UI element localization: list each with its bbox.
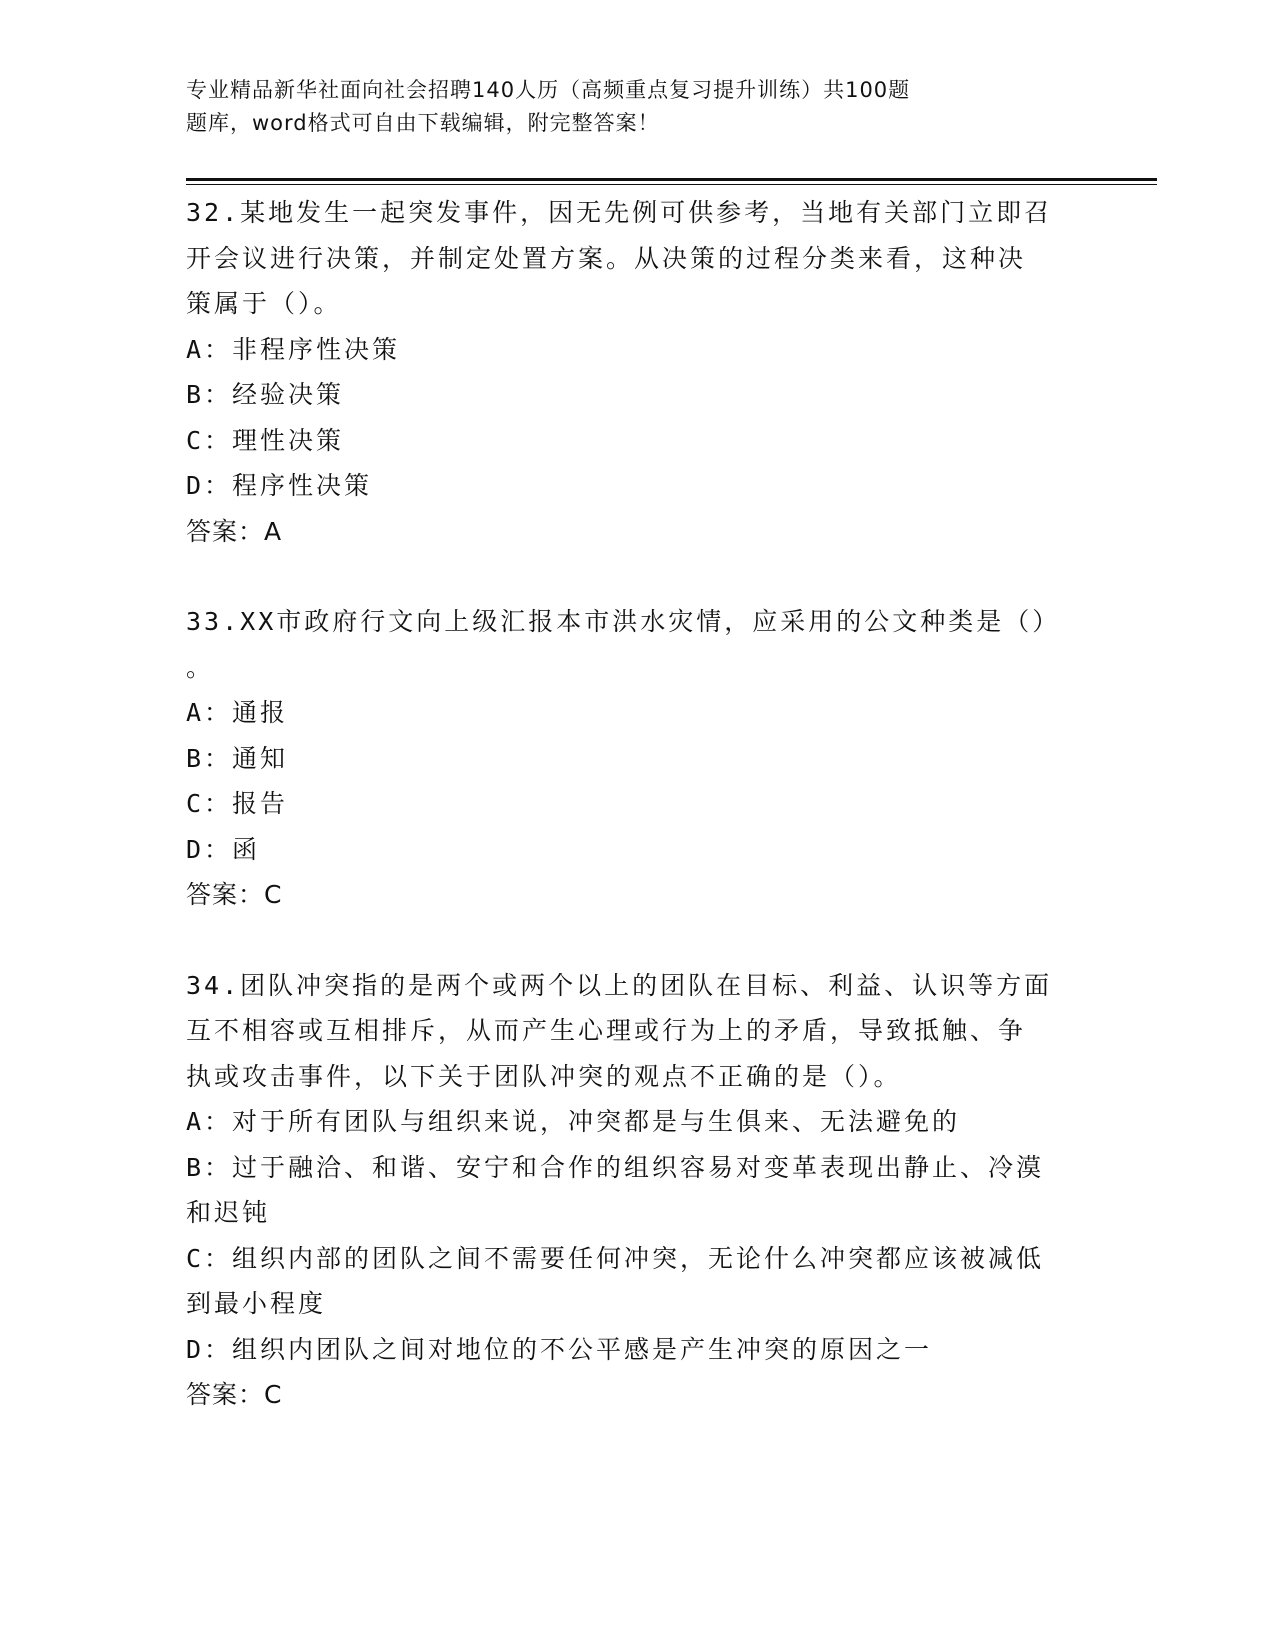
option-b-continued: 和迟钝: [186, 1198, 271, 1227]
option-c: C：报告: [186, 789, 289, 818]
question-stem-line: 33.XX市政府行文向上级汇报本市洪水灾情，应采用的公文种类是（）: [186, 607, 1061, 636]
document-header: [186, 74, 1046, 140]
option-d: D：函: [186, 834, 261, 864]
question-stem-line: 执或攻击事件，以下关于团队冲突的观点不正确的是（）。: [186, 1061, 902, 1091]
option-a: A：通报: [186, 698, 289, 727]
question-spacer: [186, 918, 1086, 963]
option-c-continued: 到最小程度: [186, 1289, 327, 1318]
option-c: C：理性决策: [186, 425, 345, 455]
option-d: D：组织内团队之间对地位的不公平感是产生冲突的原因之一: [186, 1334, 933, 1364]
question-stem-line: 。: [186, 652, 215, 682]
option-c: C：组织内部的团队之间不需要任何冲突，无论什么冲突都应该被减低: [186, 1243, 1045, 1273]
option-b: B：过于融洽、和谐、安宁和合作的组织容易对变革表现出静止、冷漠: [186, 1152, 1045, 1182]
header-title-line-2: 题库，word格式可自由下载编辑，附完整答案！: [186, 111, 660, 135]
header-divider-thick: [186, 178, 1157, 181]
question-stem-line: 策属于（）。: [186, 289, 342, 318]
question-stem-line: 34.团队冲突指的是两个或两个以上的团队在目标、利益、认识等方面: [186, 970, 1053, 1000]
question-33: [186, 599, 1086, 918]
answer-line: 答案：A: [186, 516, 283, 546]
question-spacer: [186, 554, 1086, 599]
answer-line: 答案：C: [186, 1380, 283, 1409]
answer-line: 答案：C: [186, 880, 283, 909]
option-d: D：程序性决策: [186, 471, 373, 500]
option-a: A：对于所有团队与组织来说，冲突都是与生俱来、无法避免的: [186, 1107, 961, 1136]
header-divider-thin: [186, 184, 1157, 185]
question-32: [186, 190, 1086, 554]
question-stem-line: 32.某地发生一起突发事件，因无先例可供参考，当地有关部门立即召: [186, 198, 1053, 227]
option-b: B：通知: [186, 743, 289, 773]
header-title-line-1: 专业精品新华社面向社会招聘140人历（高频重点复习提升训练）共100题: [186, 78, 911, 102]
question-34: [186, 963, 1086, 1418]
question-list: [186, 190, 1086, 1418]
question-stem-line: 互不相容或互相排斥，从而产生心理或行为上的矛盾，导致抵触、争: [186, 1016, 1027, 1045]
question-stem-line: 开会议进行决策，并制定处置方案。从决策的过程分类来看，这种决: [186, 243, 1027, 273]
option-a: A：非程序性决策: [186, 334, 401, 364]
option-b: B：经验决策: [186, 380, 345, 409]
